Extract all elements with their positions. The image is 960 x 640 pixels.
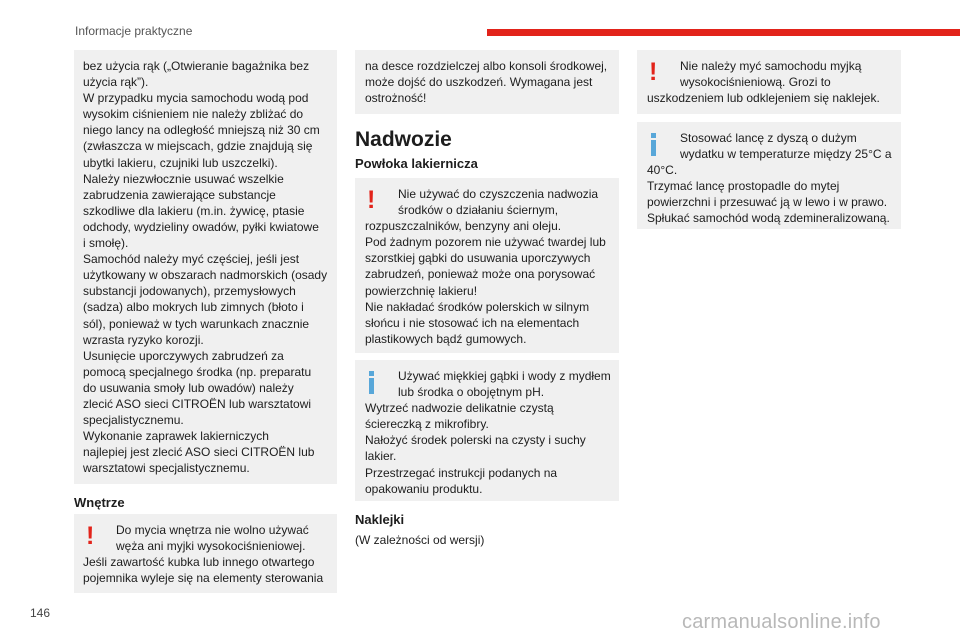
interior-warning-text: Jeśli zawartość kubka lub innego otwartego pojemnika wyleje się na elementy sterowania (83, 555, 324, 586)
paint-info-lead: Używać miękkiej gąbki i wody z mydłem lub środka o obojętnym pH. (398, 369, 611, 400)
heading-paint: Powłoka lakiernicza (355, 156, 478, 171)
sticker-info-lead: Stosować lancę z dyszą o dużym wydatku w temperaturze między 25°C a (680, 131, 892, 162)
page-number: 146 (30, 606, 51, 620)
paint-washing-text: bez użycia rąk („Otwieranie bagażnika bez użycia rąk”). W przypadku mycia samochodu wodą pod wysokim ciśnieniem nie należy zbliżać do niego lancy na odległość mniejszą niż 30 cm (zwłaszcza w miejscach, gdzie znajdują się ubytki lakieru, czujniki lub uszczelki). Należy niezwłocznie usuwać wszelkie zabrudzenia zawierające substancje szkodliwe dla lakieru (m.in. żywicę, ptasie odchody, wydzieliny owadów, pyłki kwiatowe i smołę). Samochód należy myć częściej, jeśli jest użytkowany w obszarach nadmorskich (osady substancji jodowanych), przemysłowych (sadza) albo mokrych lub zimnych (błoto i sól), ponieważ w tych warunkach znacznie wzrasta ryzyko korozji. Usunięcie uporczywych zabrudzeń za pomocą specjalnego środka (np. preparatu do usuwania smoły lub owadów) należy zlecić ASO sieci CITROËN lub warsztatowi specjalistycznemu. Wykonanie zaprawek lakierniczych najlepiej jest zlecić ASO sieci CITROËN lub warsztatowi specjalistycznemu. (83, 59, 328, 476)
sticker-warning-box (637, 50, 901, 114)
section-header: Informacje praktyczne (75, 24, 193, 38)
watermark: carmanualsonline.info (682, 611, 881, 633)
interior-warning-box (74, 514, 337, 593)
interior-warning-lead: Do mycia wnętrza nie wolno używać węża ani myjki wysokociśnieniowej. (116, 523, 309, 554)
info-icon (369, 371, 374, 394)
heading-stickers: Naklejki (355, 512, 405, 527)
heading-body: Nadwozie (355, 128, 452, 151)
stickers-version-note: (W zależności od wersji) (355, 533, 485, 547)
paint-washing-info-box (74, 50, 337, 484)
paint-warning-lead: Nie używać do czyszczenia nadwozia środków o działaniu ściernym, (398, 187, 599, 218)
paint-info-text: Wytrzeć nadwozie delikatnie czystą ściereczką z mikrofibry. Nałożyć środek polerski na czysty i suchy lakier. Przestrzegać instrukcji podanych na opakowaniu produktu. (365, 401, 586, 496)
interior-warning-continued-box (355, 50, 619, 114)
warning-icon: ! (86, 522, 95, 550)
sticker-info-text: 40°C. Trzymać lancę prostopadle do mytej powierzchni i przesuwać ją w lewo i w prawo. Spłukać samochód wodą zdemineralizowaną. (647, 163, 890, 226)
warning-icon: ! (649, 58, 658, 86)
sticker-warning-lead: Nie należy myć samochodu myjką wysokociśnieniową. Grozi to (680, 59, 862, 90)
header-accent-bar (487, 29, 960, 36)
info-icon (651, 133, 656, 156)
sticker-info-box (637, 122, 901, 229)
sticker-warning-text: uszkodzeniem lub odklejeniem się naklejek. (647, 91, 880, 106)
heading-interior: Wnętrze (74, 495, 125, 510)
warning-icon: ! (367, 186, 376, 214)
paint-warning-text: rozpuszczalników, benzyny ani oleju. Pod żadnym pozorem nie używać twardej lub szorstkiej gąbki do usuwania uporczywych zabrudzeń, ponieważ może ona porysować powierzchnię lakieru! Nie nakładać środków polerskich w silnym słońcu i nie stosować ich na elementach plastikowych bądź gumowych. (365, 219, 606, 346)
paint-info-box (355, 360, 619, 501)
interior-warning-continued-text: na desce rozdzielczej albo konsoli środkowej, może dojść do uszkodzeń. Wymagana jest ostrożność! (365, 59, 608, 106)
paint-warning-box (355, 178, 619, 353)
